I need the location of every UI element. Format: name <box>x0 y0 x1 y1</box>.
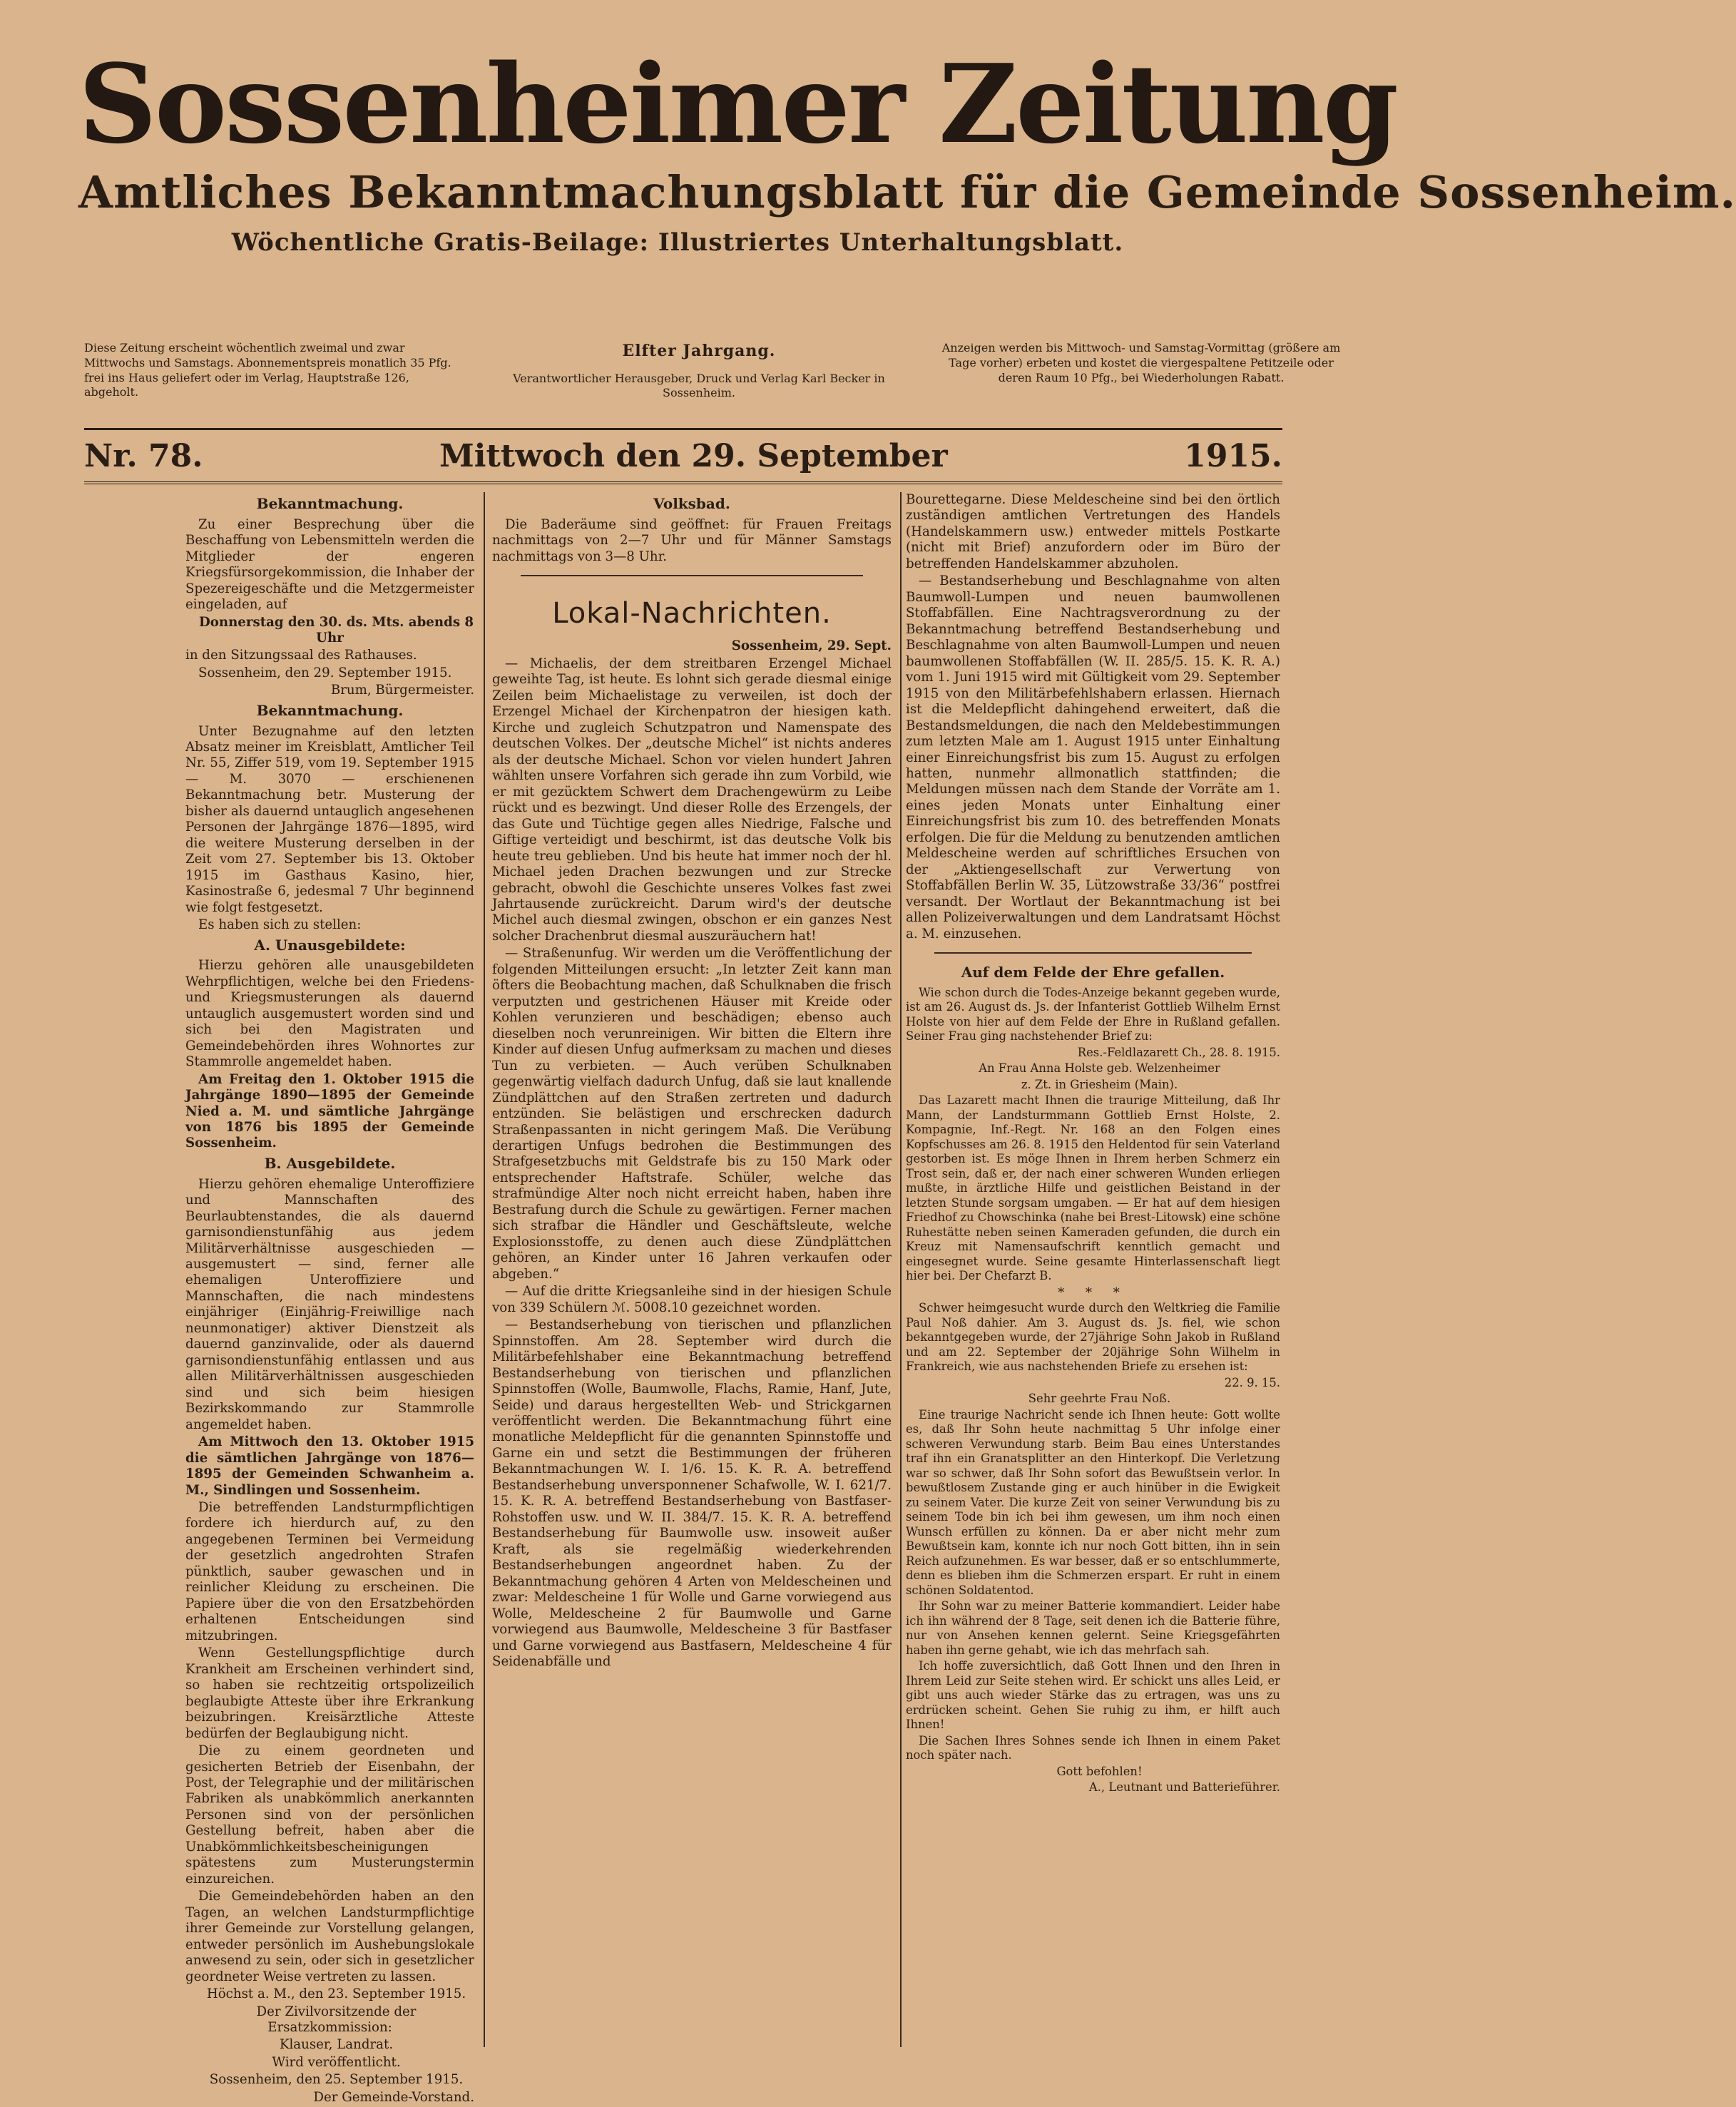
obituary-paragraph: Wie schon durch die Todes-Anzeige bekannt gegeben wurde, ist am 26. August ds. Js. der Infanterist Gottlieb Wilhelm Ernst Holste von hier auf dem Felde der Ehre in Rußland gefallen. Seiner Frau ging nachstehender Brief zu: <box>906 985 1280 1044</box>
publisher-text: Verantwortlicher Herausgeber, Druck und Verlag Karl Becker in Sossenheim. <box>513 371 885 400</box>
notice-paragraph: Hierzu gehören alle unausgebildeten Wehrpflichtigen, welche bei den Friedens- und Kriegsmusterungen als dauernd untauglich ausgemustert worden sind und sich bei den Magistraten und Gemeindebehörden ihres Wohnortes zur Stammrolle angemeldet haben. <box>185 958 474 1070</box>
notice-heading: Volksbad. <box>653 495 730 512</box>
publisher-info <box>499 341 899 401</box>
notice-paragraph: Hierzu gehören ehemalige Unteroffiziere und Mannschaften des Beurlaubtenstandes, die als dauernd garnisondienstunfähig aus jedem Militärverhältnisse ausgeschieden — ausgemustert — sind, ferner alle ehemaligen Unteroffiziere und Mannschaften, die nach mindestens einjähriger (Einjährig-Freiwillige nach neunmonatiger) aktiver Dienstzeit als dauernd ganzinvalide, oder als dauernd garnisondienstunfähig entlassen und aus allen Militärverhältnissen ausgeschieden sind und sich beim hiesigen Bezirkskommando zur Stammrolle angemeldet haben. <box>185 1176 474 1432</box>
notice-signature: Der Gemeinde-Vorstand. <box>313 2089 474 2105</box>
issue-line <box>84 434 1282 478</box>
letter-paragraph: Ich hoffe zuversichtlich, daß Gott Ihnen und den Ihren in Ihrem Leid zur Seite stehen wird. Er schickt uns alles Leid, er gibt uns auch wieder Stärke das zu ertragen, was uns zu erdrücken scheint. Gehen Sie ruhig zu ihm, er hilft auch Ihnen! <box>906 1659 1280 1732</box>
notice-paragraph: Wenn Gestellungspflichtige durch Krankheit am Erscheinen verhindert sind, so haben sie rechtzeitig ortspolizeilich beglaubigte Atteste über ihre Erkrankung beizubringen. Kreisärztliche Atteste bedürfen der Beglaubigung nicht. <box>185 1646 474 1741</box>
obituary-paragraph: Schwer heimgesucht wurde durch den Weltkrieg die Familie Paul Noß dahier. Am 3. August ds. Js. fiel, wie schon bekanntgegeben wurde, der 27jährige Sohn Jakob in Rußland und am 22. September der 20jährige Sohn Wilhelm in Frankreich, wie aus nachstehenden Briefe zu ersehen ist: <box>906 1301 1280 1374</box>
notice-paragraph: Die zu einem geordneten und gesicherten Betrieb der Eisenbahn, der Post, der Telegraphie und der militärischen Fabriken als unabkömmlich anerkannten Personen sind von der persönlichen Gestellung befreit, haben aber die Unabkömmlichkeitsbescheinigungen spätestens zum Musterungstermin einzureichen. <box>185 1743 474 1887</box>
news-paragraph: — Bestandserhebung und Beschlagnahme von alten Baumwoll-Lumpen und neuen baumwollenen Stoffabfällen. Eine Nachtragsverordnung zu der Bekanntmachung betreffend Bestandserhebung und Beschlagnahme von alten Baumwoll-Lumpen und neuen baumwollenen Stoffabfällen (W. II. 285/5. 15. K. R. A.) vom 1. Juni 1915 wird mit Gültigkeit vom 29. September 1915 von den Militärbefehlshabern erlassen. Hiernach ist die Meldepflicht dahingehend erweitert, daß die Bestandsmeldungen, die nach den Meldebestimmungen zum letzten Male am 1. August 1915 unter Einhaltung einer Einreichungsfrist bis zum 15. August zu erfolgen hatten, nunmehr allmonatlich stattfinden; die Meldungen müssen nach dem Stande der Vorräte am 1. eines jeden Monats unter Einhaltung einer Einreichungsfrist bis zum 10. des betreffenden Monats erfolgen. Die für die Meldung zu benutzenden amtlichen Meldescheine werden auf schriftliches Ersuchen von der „Aktiengesellschaft zur Verwertung von Stoffabfällen Berlin W. 35, Lützowstraße 33/36“ postfrei versandt. Der Wortlaut der Bekanntmachung ist bei allen Polizeiverwaltungen und dem Landratsamt Höchst a. M. einzusehen. <box>906 573 1280 942</box>
news-paragraph: Bourettegarne. Diese Meldescheine sind bei den örtlich zuständigen amtlichen Vertretungen des Handels (Handelskammern usw.) entweder mittels Postkarte (nicht mit Brief) anzufordern oder im Büro der betreffenden Handelskammer abzuholen. <box>906 492 1280 571</box>
notice-paragraph: Die betreffenden Landsturmpflichtigen fordere ich hierdurch auf, zu den angegebenen Terminen bei Vermeidung der gesetzlich angedrohten Strafen pünktlich, sauber gewaschen und in reinlicher Kleidung zu erscheinen. Die Papiere über die von den Ersatzbehörden erhaltenen Entscheidungen sind mitzubringen. <box>185 1500 474 1643</box>
letter-paragraph: Die Sachen Ihres Sohnes sende ich Ihnen in einem Paket noch später nach. <box>906 1733 1280 1762</box>
notice-heading: Bekanntmachung. <box>256 701 404 719</box>
notice-paragraph: Unter Bezugnahme auf den letzten Absatz meiner im Kreisblatt, Amtlicher Teil Nr. 55, Ziffer 519, vom 19. September 1915 — M. 3070 — erschienenen Bekanntmachung betr. Musterung der bisher als dauernd untauglich angesehenen Personen der Jahrgänge 1876—1895, wird die weitere Musterung derselben in der Zeit vom 27. September bis 13. Oktober 1915 im Gasthaus Kasino, hier, Kasinostraße 6, jedesmal 7 Uhr beginnend wie folgt festgesetzt. <box>185 723 474 915</box>
advertising-info: Anzeigen werden bis Mittwoch- und Samstag-Vormittag (größere am Tage vorher) erbeten und kostet die viergespaltene Petitzeile oder deren Raum 10 Pfg., bei Wiederholungen Rabatt. <box>941 341 1341 384</box>
notice-heading: Bekanntmachung. <box>256 495 404 512</box>
notice-place-date: Höchst a. M., den 23. September 1915. <box>206 1986 466 2002</box>
column-3 <box>906 492 1280 1797</box>
notice-place-date: Sossenheim, den 25. September 1915. <box>209 2072 464 2088</box>
letter-signature: A., Leutnant und Batterieführer. <box>1088 1780 1280 1795</box>
column-1 <box>185 492 474 2107</box>
letter-paragraph: Eine traurige Nachricht sende ich Ihnen heute: Gott wollte es, daß Ihr Sohn heute nachmittag 5 Uhr infolge einer schweren Verwundung starb. Beim Bau eines Unterstandes traf ihn ein Granatsplitter an den Hinterkopf. Die Verletzung war so schwer, daß Ihr Sohn sofort das Bewußtsein verlor. In bewußtlosem Zustande ging er auch hinüber in die Ewigkeit zu seinem Vater. Die kurze Zeit von seiner Verwundung bis zu seinem Tode bin ich bei ihm gewesen, um ihm noch einen Wunsch erfüllen zu können. Da er aber nicht mehr zum Bewußtsein kam, konnte ich nur noch Gott bitten, ihn in sein Reich aufzunehmen. Es war besser, daß er so entschlummerte, denn es blieben ihm die Schmerzen erspart. Er ruht in einem schönen Soldatentod. <box>906 1407 1280 1597</box>
notice-paragraph: Zu einer Besprechung über die Beschaffung von Lebensmitteln werden die Mitglieder der engeren Kriegsfürsorgekommission, die Inhaber der Spezereigeschäfte und die Metzgermeister eingeladen, auf <box>185 516 474 613</box>
letter-address: An Frau Anna Holste geb. Welzenheimer <box>979 1061 1220 1076</box>
issue-rule-top <box>84 428 1282 430</box>
notice-signature: Klauser, Landrat. <box>279 2037 394 2053</box>
notice-place-date: Sossenheim, den 29. September 1915. <box>198 665 452 680</box>
column-2 <box>492 492 892 1671</box>
notice-date: Donnerstag den 30. ds. Mts. abends 8 Uhr <box>198 614 474 646</box>
section-heading: Auf dem Felde der Ehre gefallen. <box>961 964 1225 981</box>
volume-year: Elfter Jahrgang. <box>622 342 776 360</box>
issue-year: 1915. <box>1184 437 1282 474</box>
news-paragraph: — Bestandserhebung von tierischen und pflanzlichen Spinnstoffen. Am 28. September wird durch die Militärbefehlshaber eine Bekanntmachung betreffend Bestandserhebung von tierischen und pflanzlichen Spinnstoffen (Wolle, Baumwolle, Flachs, Ramie, Hanf, Jute, Seide) und daraus hergestellten Web- und Strickgarnen veröffentlicht werden. Die Bekanntmachung führt eine monatliche Meldepflicht für die genannten Spinnstoffe und Garne ein und setzt die Bestimmungen der früheren Bekanntmachungen W. I. 1/6. 15. K. R. A. betreffend Bestandserhebung unversponnener Schafwolle, W. I. 621/7. 15. K. R. A. betreffend Bestandserhebung von Bastfaser-Rohstoffen usw. und W. II. 384/7. 15. K. R. A. betreffend Bestandserhebung für Baumwolle usw. insoweit außer Kraft, als sie regelmäßig wiederkehrenden Bestandserhebungen angeordnet haben. Zu der Bekanntmachung gehören 4 Arten von Meldescheinen und zwar: Meldescheine 1 für Wolle und Garne vorwiegend aus Wolle, Meldescheine 2 für Baumwolle und Garne vorwiegend aus Baumwolle, Meldescheine 3 für Bastfaser und Garne vorwiegend aus Bastfasern, Meldescheine 4 für Seidenabfälle und <box>492 1317 892 1670</box>
letter-address: z. Zt. in Griesheim (Main). <box>1021 1077 1178 1091</box>
news-paragraph: — Auf die dritte Kriegsanleihe sind in der hiesigen Schule von 339 Schülern ℳ. 5008.10 gezeichnet worden. <box>492 1284 892 1315</box>
column-rule-2 <box>900 492 902 2047</box>
notice-paragraph: Es haben sich zu stellen: <box>198 917 362 933</box>
notice-paragraph: Die Gemeindebehörden haben an den Tagen, an welchen Landsturmpflichtige ihrer Gemeinde zur Vorstellung gelangen, entweder persönlich im Aushebungslokale anwesend zu sein, oder sich in gesetzlicher geordneter Weise vertreten zu lassen. <box>185 1889 474 1984</box>
notice-paragraph: Die Baderäume sind geöffnet: für Frauen Freitags nachmittags von 2—7 Uhr und für Männer Samstags nachmittags von 3—8 Uhr. <box>492 516 892 564</box>
divider <box>521 575 863 576</box>
notice-signature: Brum, Bürgermeister. <box>330 683 474 698</box>
supplement-line: Wöchentliche Gratis-Beilage: Illustriertes Unterhaltungsblatt. <box>231 228 1124 257</box>
subscription-info: Diese Zeitung erscheint wöchentlich zweimal und zwar Mittwochs und Samstags. Abonnementspreis monatlich 35 Pfg. frei ins Haus geliefert oder im Verlag, Hauptstraße 126, abgeholt. <box>84 341 451 399</box>
letter-paragraph: Das Lazarett macht Ihnen die traurige Mitteilung, daß Ihr Mann, der Landsturmmann Gottlieb Ernst Holste, 2. Kompagnie, Inf.-Regt. Nr. 168 an den Folgen eines Kopfschusses am 26. 8. 1915 den Heldentod für sein Vaterland gestorben ist. Es möge Ihnen in Ihrem herben Schmerz ein Trost sein, daß er, der nach einer schweren Wunden erliegen mußte, in ärztliche Hilfe und geistlichen Beistand in der letzten Stunde sorgsam umgaben. — Er hat auf dem hiesigen Friedhof zu Chowschinka (nahe bei Brest-Litowsk) eine schöne Ruhestätte neben seinen Kameraden gefunden, die durch ein Kreuz mit Namensaufschrift kenntlich gemacht und eingesegnet wurde. Seine gesamte Hinterlassenschaft liegt hier bei. Der Chefarzt B. <box>906 1093 1280 1283</box>
letter-salutation: Sehr geehrte Frau Noß. <box>1028 1392 1171 1406</box>
issue-number: Nr. 78. <box>84 437 203 474</box>
masthead <box>78 40 1736 257</box>
section-heading: B. Ausgebildete. <box>264 1154 396 1172</box>
notice-paragraph: in den Sitzungssaal des Rathauses. <box>185 648 417 663</box>
divider <box>934 952 1252 954</box>
issue-rule-bottom <box>84 481 1282 484</box>
letter-paragraph: Ihr Sohn war zu meiner Batterie kommandiert. Leider habe ich ihn während der 8 Tage, seit denen ich die Batterie führe, nur von Ansehen kennen gelernt. Seine Kriegsgefährten haben ihn gerne gehabt, wie ich das mehrfach sah. <box>906 1599 1280 1657</box>
letter-closing: Gott befohlen! <box>1056 1764 1143 1778</box>
newspaper-title: Sossenheimer Zeitung <box>78 40 1397 168</box>
notice-line: Der Zivilvorsitzende der Ersatzkommission: <box>256 2004 417 2035</box>
notice-line: Wird veröffentlicht. <box>272 2054 401 2070</box>
column-rule-1 <box>484 492 485 2047</box>
dateline: Sossenheim, 29. Sept. <box>731 638 892 654</box>
section-title: Lokal-Nachrichten. <box>552 597 832 631</box>
notice-paragraph: Am Freitag den 1. Oktober 1915 die Jahrgänge 1890—1895 der Gemeinde Nied a. M. und sämtliche Jahrgänge von 1876 bis 1895 der Gemeinde Sossenheim. <box>185 1071 474 1151</box>
section-heading: A. Unausgebildete: <box>254 936 406 954</box>
issue-date: Mittwoch den 29. September <box>439 437 948 474</box>
news-paragraph: — Michaelis, der dem streitbaren Erzengel Michael geweihte Tag, ist heute. Es lohnt sich gerade diesmal einige Zeilen beim Michaelistage zu verweilen, ist doch der Erzengel Michael der Kirchenpatron der hiesigen kath. Kirche und zugleich Schutzpatron und Namenspate des deutschen Volkes. Der „deutsche Michel“ ist nichts anderes als der deutsche Michael. Schon vor vielen hundert Jahren wählten unsere Vorfahren sich gerade ihn zum Vorbild, wie er mit gezücktem Schwert dem Drachengewürm zu Leibe rückt und es bezwingt. Und dieser Rolle des Erzengels, der das Gute und Tüchtige gegen alles Niedrige, Falsche und Giftige verteidigt und beschirmt, ist das deutsche Volk bis heute treu geblieben. Und bis heute hat immer noch der hl. Michael jeden Drachen bezwungen und zur Strecke gebracht, obwohl die Geschichte unseres Volkes fast zwei Jahrtausende zurückreicht. Darum wird's der deutsche Michel auch diesmal zwingen, obschon er ein ganzes Nest solcher Drachenbrut diesmal auszuräuchern hat! <box>492 655 892 944</box>
notice-paragraph: Am Mittwoch den 13. Oktober 1915 die sämtlichen Jahrgänge von 1876—1895 der Gemeinden Schwanheim a. M., Sindlingen und Sossenheim. <box>185 1434 474 1498</box>
section-stars: * * * <box>1058 1285 1128 1300</box>
letter-dateline: Res.-Feldlazarett Ch., 28. 8. 1915. <box>1077 1045 1280 1059</box>
news-paragraph: — Straßenunfug. Wir werden um die Veröffentlichung der folgenden Mitteilungen ersucht: „In letzter Zeit kann man öfters die Beobachtung machen, daß Schulknaben die frisch verputzten und gestrichenen Häuser mit Kreide oder Kohlen verunzieren und beschädigen; ebenso auch dieselben noch verunreinigen. Wir bitten die Eltern ihre Kinder auf diesen Unfug aufmerksam zu machen und dieses Tun zu verbieten. — Auch verüben Schulknaben gegenwärtig vielfach dadurch Unfug, daß sie laut knallende Zündplättchen auf den Straßen zertreten und dadurch entzünden. Sie belästigen und erschrecken dadurch Straßenpassanten in nicht geringem Maß. Die Verübung derartigen Unfugs bedrohen die Bestimmungen des Strafgesetzbuchs mit Geldstrafe bis zu 150 Mark oder entsprechender Haftstrafe. Schüler, welche das strafmündige Alter noch nicht erreicht haben, haben ihre Bestrafung durch die Schule zu gewärtigen. Ferner machen sich strafbar die Händler und Geschäftsleute, welche Explosionsstoffe, zu denen auch diese Zündplättchen gehören, an Kinder unter 16 Jahren verkaufen oder abgeben.“ <box>492 946 892 1282</box>
newspaper-subtitle: Amtliches Bekanntmachungsblatt für die Gemeinde Sossenheim. <box>78 166 1736 218</box>
letter-dateline: 22. 9. 15. <box>1224 1375 1280 1389</box>
